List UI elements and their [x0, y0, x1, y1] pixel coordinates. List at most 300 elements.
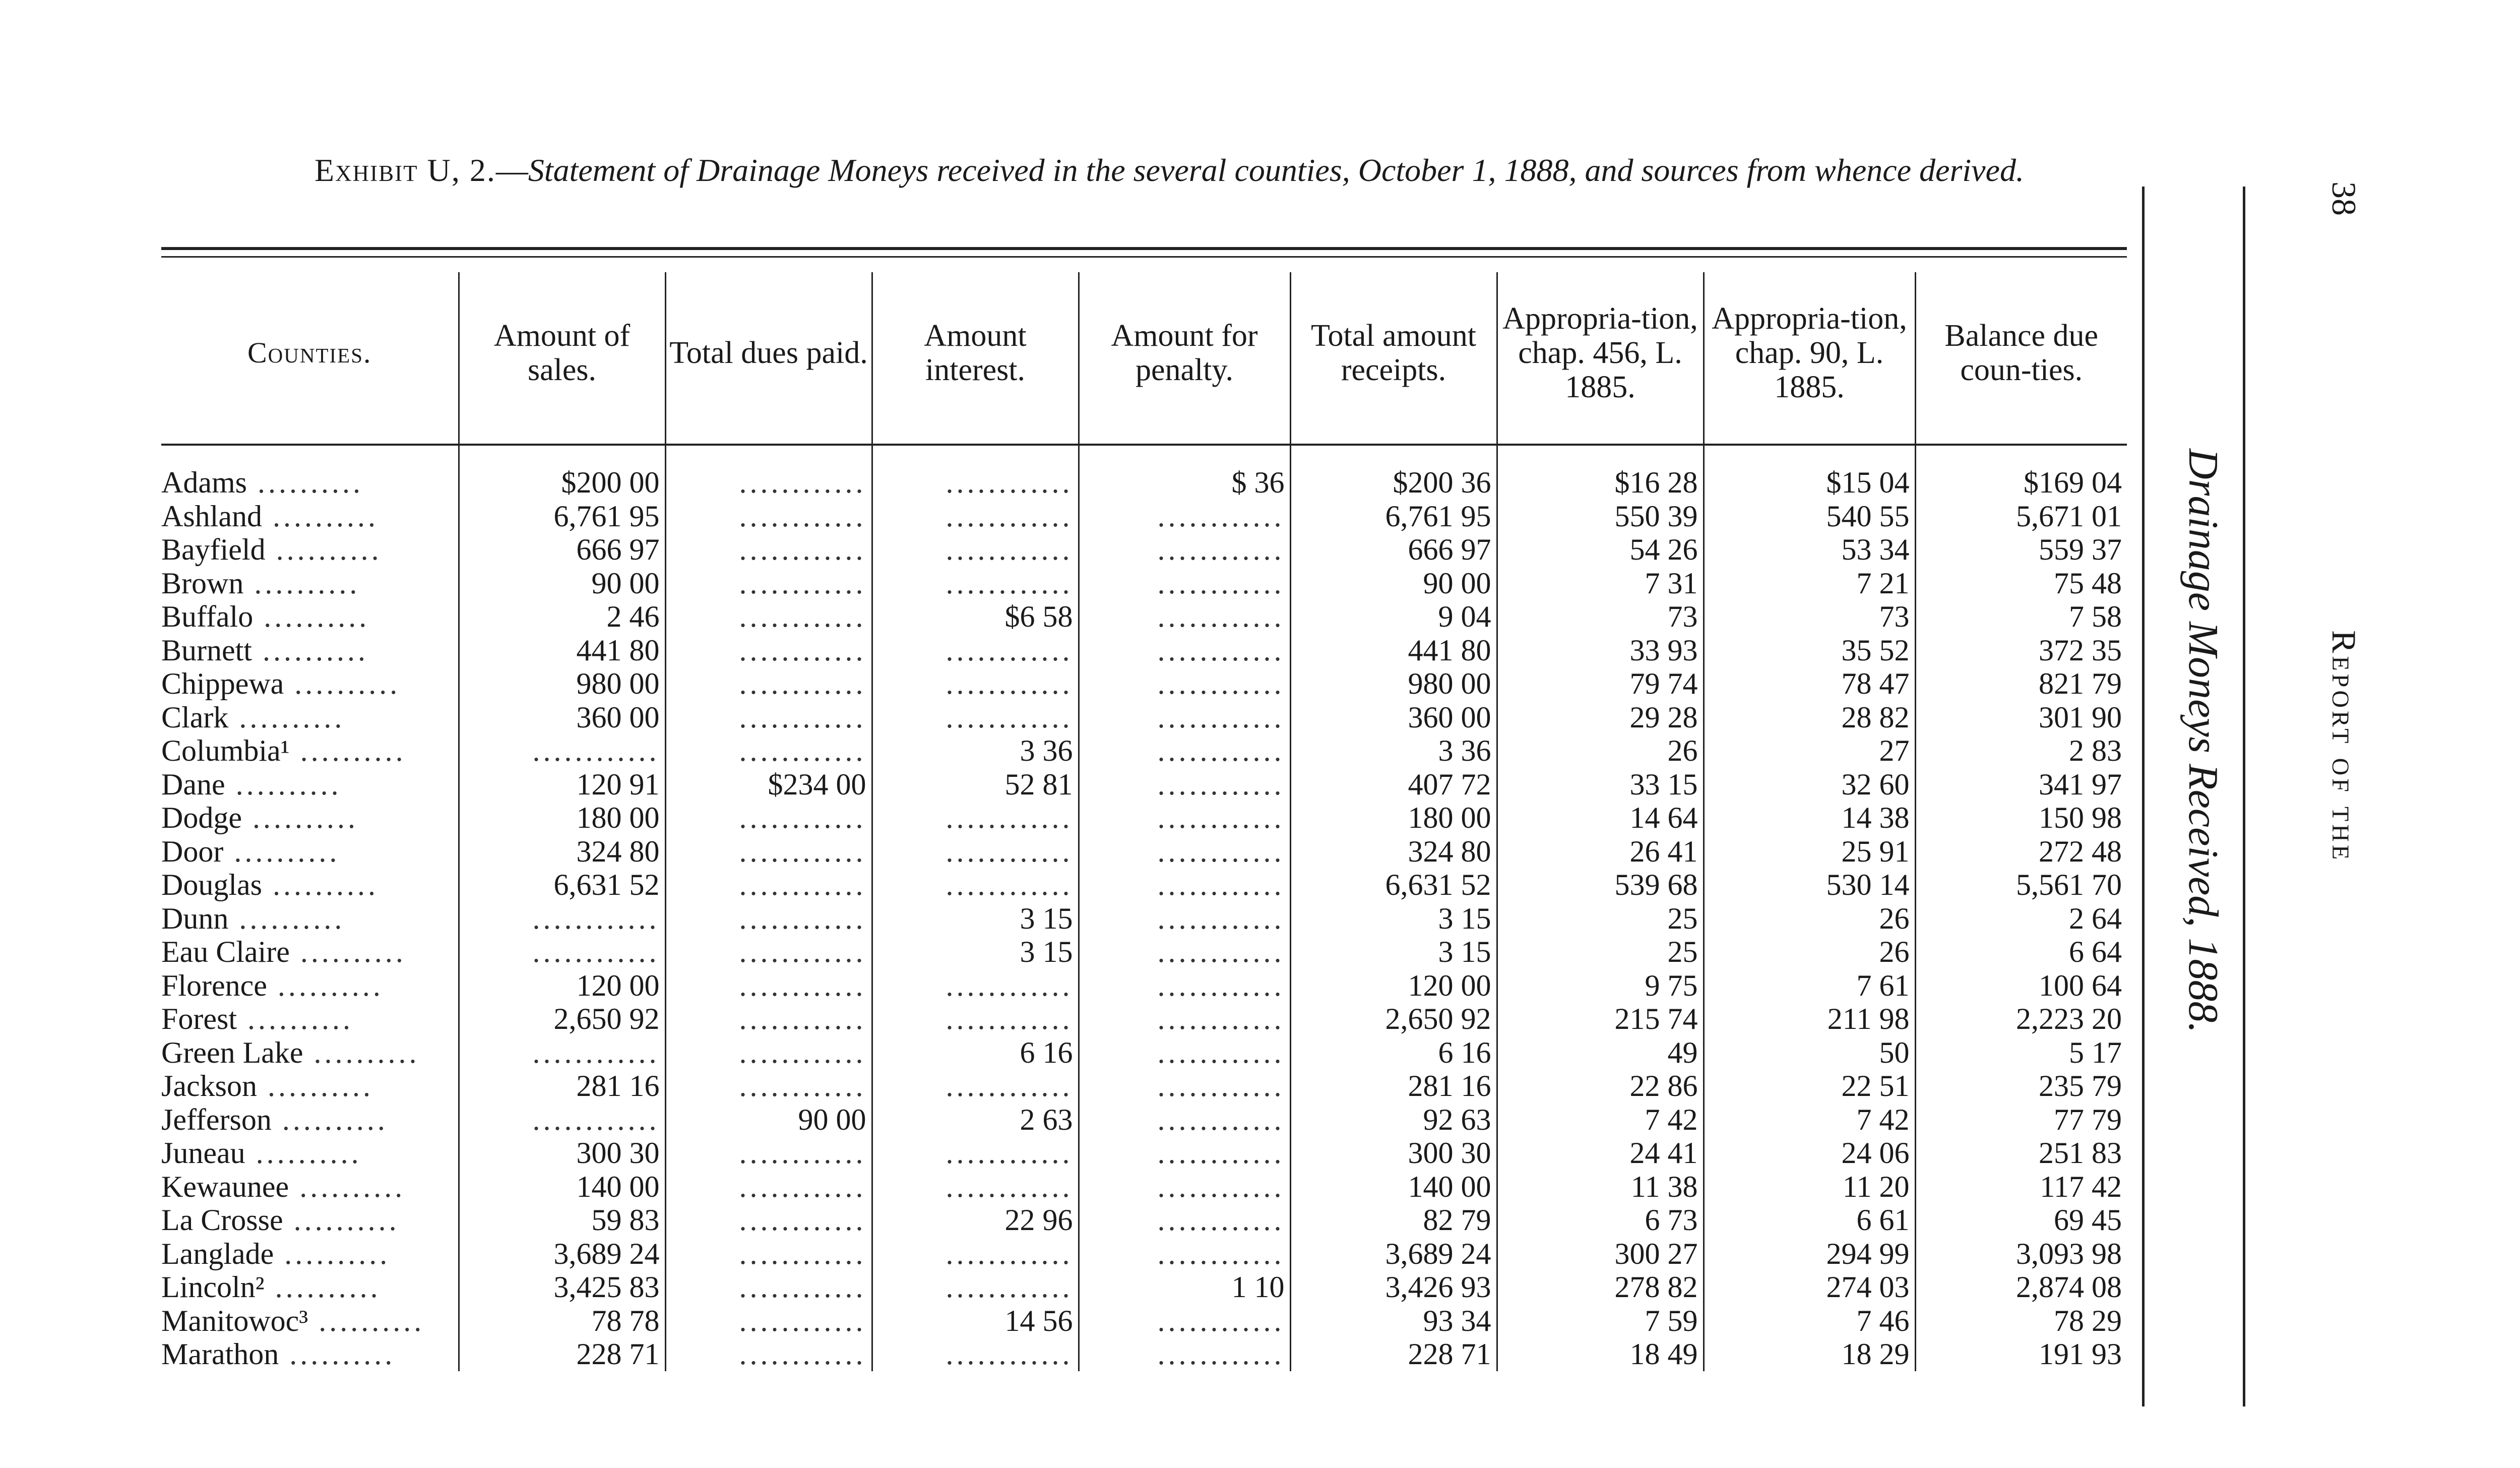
- cell-total-amount-receipts: [1290, 768, 1497, 802]
- cell-balance-due-counties: [1915, 600, 2127, 634]
- cell-value: 2,874 08: [2016, 1270, 2122, 1304]
- cell-amount-for-penalty: [1079, 868, 1290, 902]
- cell-amount-for-penalty: [1079, 1069, 1290, 1103]
- county-name: Dodge: [161, 801, 242, 834]
- leader-dots: ..........: [246, 466, 363, 499]
- county-name: Juneau: [161, 1136, 245, 1170]
- cell-appropriation-456: [1497, 1069, 1704, 1103]
- cell-balance-due-counties: [1915, 667, 2127, 701]
- cell-balance-due-counties: [1915, 634, 2127, 667]
- cell-appropriation-456: [1497, 868, 1704, 902]
- cell-appropriation-90: [1704, 1270, 1915, 1304]
- cell-value: 33 15: [1629, 767, 1698, 801]
- header-appropriation-90: Appropria-tion, chap. 90, L. 1885.: [1704, 272, 1915, 445]
- cell-value: 300 27: [1614, 1237, 1698, 1270]
- table-row: [161, 969, 2127, 1003]
- cell-total-amount-receipts: [1290, 1203, 1497, 1237]
- cell-amount-interest: [872, 801, 1079, 835]
- cell-amount-of-sales: [459, 445, 665, 500]
- cell-county: [161, 969, 459, 1003]
- leader-dots: ............: [1157, 868, 1285, 901]
- exhibit-description: Statement of Drainage Moneys received in the several counties, October 1, 1888, and sources from whence derived.: [528, 152, 2024, 188]
- cell-value: 324 80: [1408, 834, 1491, 868]
- cell-appropriation-90: [1704, 500, 1915, 533]
- cell-total-amount-receipts: [1290, 567, 1497, 600]
- cell-amount-of-sales: [459, 835, 665, 869]
- cell-value: 78 47: [1841, 667, 1910, 700]
- cell-amount-for-penalty: [1079, 1337, 1290, 1371]
- county-name: Green Lake: [161, 1035, 303, 1069]
- cell-amount-of-sales: [459, 1069, 665, 1103]
- cell-total-dues-paid: [665, 1136, 872, 1170]
- leader-dots: ............: [1157, 1237, 1285, 1270]
- cell-amount-for-penalty: [1079, 1136, 1290, 1170]
- cell-amount-for-penalty: [1079, 634, 1290, 667]
- cell-appropriation-456: [1497, 533, 1704, 567]
- cell-amount-interest: [872, 500, 1079, 533]
- cell-appropriation-90: [1704, 768, 1915, 802]
- cell-value: 341 97: [2039, 767, 2122, 801]
- cell-total-amount-receipts: [1290, 500, 1497, 533]
- leader-dots: ..........: [289, 1170, 406, 1203]
- cell-value: 150 98: [2039, 801, 2122, 834]
- table-row: [161, 1337, 2127, 1371]
- cell-value: 9 75: [1645, 968, 1698, 1002]
- cell-total-dues-paid: [665, 1002, 872, 1036]
- leader-dots: ..........: [274, 1237, 391, 1270]
- cell-value: 7 46: [1856, 1304, 1910, 1337]
- cell-total-amount-receipts: [1290, 1270, 1497, 1304]
- cell-value: 120 00: [1408, 968, 1491, 1002]
- cell-total-dues-paid: [665, 701, 872, 735]
- cell-value: 82 79: [1423, 1203, 1491, 1237]
- leader-dots: ............: [946, 801, 1073, 834]
- cell-amount-of-sales: [459, 500, 665, 533]
- cell-appropriation-456: [1497, 801, 1704, 835]
- cell-appropriation-90: [1704, 567, 1915, 600]
- cell-amount-for-penalty: [1079, 500, 1290, 533]
- cell-value: 191 93: [2039, 1337, 2122, 1371]
- cell-appropriation-456: [1497, 1237, 1704, 1271]
- cell-amount-for-penalty: [1079, 835, 1290, 869]
- county-name: Columbia¹: [161, 734, 290, 767]
- leader-dots: ............: [739, 633, 866, 667]
- cell-value: 360 00: [576, 700, 660, 734]
- cell-value: 324 80: [576, 834, 660, 868]
- cell-value: 6,761 95: [553, 499, 660, 533]
- title-dash: —: [495, 152, 528, 188]
- cell-appropriation-456: [1497, 600, 1704, 634]
- leader-dots: ............: [739, 700, 866, 734]
- cell-appropriation-456: [1497, 835, 1704, 869]
- table-row: [161, 1136, 2127, 1170]
- cell-county: [161, 868, 459, 902]
- cell-appropriation-456: [1497, 768, 1704, 802]
- cell-appropriation-456: [1497, 1337, 1704, 1371]
- header-counties: Counties.: [161, 272, 459, 445]
- cell-value: 29 28: [1629, 700, 1698, 734]
- cell-amount-interest: [872, 835, 1079, 869]
- cell-total-amount-receipts: [1290, 1036, 1497, 1070]
- cell-appropriation-90: [1704, 835, 1915, 869]
- county-name: Clark: [161, 700, 229, 734]
- table-row: [161, 801, 2127, 835]
- county-name: Douglas: [161, 868, 262, 901]
- cell-balance-due-counties: [1915, 768, 2127, 802]
- leader-dots: ..........: [279, 1337, 396, 1371]
- cell-amount-of-sales: [459, 600, 665, 634]
- cell-balance-due-counties: [1915, 969, 2127, 1003]
- leader-dots: ............: [946, 1237, 1073, 1270]
- cell-appropriation-456: [1497, 734, 1704, 768]
- cell-county: [161, 801, 459, 835]
- cell-balance-due-counties: [1915, 902, 2127, 936]
- county-name: Dane: [161, 767, 225, 801]
- leader-dots: ............: [946, 700, 1073, 734]
- cell-amount-of-sales: [459, 969, 665, 1003]
- cell-total-amount-receipts: [1290, 835, 1497, 869]
- cell-total-amount-receipts: [1290, 667, 1497, 701]
- cell-value: 274 03: [1826, 1270, 1910, 1304]
- cell-amount-interest: [872, 600, 1079, 634]
- cell-amount-interest: [872, 1170, 1079, 1204]
- cell-total-dues-paid: [665, 835, 872, 869]
- cell-amount-for-penalty: [1079, 1036, 1290, 1070]
- county-name: Adams: [161, 466, 247, 499]
- cell-value: 92 63: [1423, 1103, 1491, 1136]
- cell-balance-due-counties: [1915, 935, 2127, 969]
- cell-balance-due-counties: [1915, 1337, 2127, 1371]
- leader-dots: ............: [739, 935, 866, 968]
- cell-amount-interest: [872, 969, 1079, 1003]
- cell-appropriation-456: [1497, 1304, 1704, 1338]
- cell-value: 666 97: [1408, 533, 1491, 566]
- leader-dots: ............: [946, 633, 1073, 667]
- cell-county: [161, 1203, 459, 1237]
- top-rule-thin: [161, 256, 2127, 258]
- page-number: 38: [2325, 181, 2363, 216]
- cell-appropriation-90: [1704, 1304, 1915, 1338]
- cell-appropriation-456: [1497, 1203, 1704, 1237]
- cell-value: 7 42: [1856, 1103, 1910, 1136]
- exhibit-title: [212, 151, 2127, 190]
- cell-appropriation-456: [1497, 902, 1704, 936]
- cell-total-dues-paid: [665, 1170, 872, 1204]
- county-name: Langlade: [161, 1237, 274, 1270]
- cell-total-dues-paid: [665, 1069, 872, 1103]
- cell-value: 27: [1879, 734, 1910, 767]
- cell-value: 32 60: [1841, 767, 1910, 801]
- cell-value: 7 21: [1856, 566, 1910, 600]
- cell-county: [161, 500, 459, 533]
- cell-amount-for-penalty: [1079, 1304, 1290, 1338]
- cell-value: $ 36: [1231, 466, 1285, 499]
- header-total-amount-receipts: Total amount receipts.: [1290, 272, 1497, 445]
- cell-county: [161, 667, 459, 701]
- margin-line: [2243, 187, 2245, 1406]
- cell-county: [161, 567, 459, 600]
- cell-appropriation-90: [1704, 600, 1915, 634]
- leader-dots: ............: [739, 667, 866, 700]
- cell-county: [161, 935, 459, 969]
- cell-value: 6 16: [1020, 1035, 1073, 1069]
- cell-total-amount-receipts: [1290, 1237, 1497, 1271]
- report-header: Report of the: [2325, 630, 2363, 863]
- leader-dots: ..........: [245, 1136, 362, 1170]
- cell-value: 294 99: [1826, 1237, 1910, 1270]
- header-amount-of-sales: Amount of sales.: [459, 272, 665, 445]
- cell-value: 6,631 52: [553, 868, 660, 901]
- cell-balance-due-counties: [1915, 1069, 2127, 1103]
- leader-dots: ............: [1157, 667, 1285, 700]
- cell-county: [161, 734, 459, 768]
- cell-value: 3,093 98: [2016, 1237, 2122, 1270]
- cell-value: $200 36: [1393, 466, 1491, 499]
- cell-total-dues-paid: [665, 801, 872, 835]
- table-row: [161, 600, 2127, 634]
- cell-value: 11 20: [1842, 1170, 1910, 1203]
- cell-total-amount-receipts: [1290, 1103, 1497, 1137]
- cell-value: 18 49: [1629, 1337, 1698, 1371]
- cell-total-dues-paid: [665, 935, 872, 969]
- leader-dots: ............: [532, 1035, 660, 1069]
- cell-total-dues-paid: [665, 1304, 872, 1338]
- leader-dots: ............: [532, 935, 660, 968]
- cell-total-dues-paid: [665, 445, 872, 500]
- cell-value: 7 31: [1645, 566, 1698, 600]
- leader-dots: ..........: [228, 901, 345, 935]
- leader-dots: ..........: [265, 533, 382, 566]
- leader-dots: ............: [1157, 1203, 1285, 1237]
- cell-value: 33 93: [1629, 633, 1698, 667]
- leader-dots: ............: [946, 1069, 1073, 1103]
- leader-dots: ..........: [289, 734, 406, 767]
- county-name: Ashland: [161, 499, 262, 533]
- leader-dots: ..........: [289, 935, 406, 968]
- cell-amount-for-penalty: [1079, 1203, 1290, 1237]
- cell-appropriation-456: [1497, 445, 1704, 500]
- cell-value: 6,761 95: [1385, 499, 1491, 533]
- cell-appropriation-456: [1497, 634, 1704, 667]
- leader-dots: ............: [739, 801, 866, 834]
- cell-amount-interest: [872, 902, 1079, 936]
- cell-value: 251 83: [2039, 1136, 2122, 1170]
- cell-total-amount-receipts: [1290, 701, 1497, 735]
- leader-dots: ............: [532, 734, 660, 767]
- right-border-line: [2142, 187, 2145, 1406]
- cell-value: 14 56: [1004, 1304, 1073, 1337]
- cell-appropriation-456: [1497, 500, 1704, 533]
- cell-amount-of-sales: [459, 1304, 665, 1338]
- header-amount-for-penalty: Amount for penalty.: [1079, 272, 1290, 445]
- cell-value: 6 16: [1438, 1035, 1491, 1069]
- table-row: [161, 902, 2127, 936]
- cell-value: 3 15: [1438, 901, 1491, 935]
- leader-dots: ..........: [225, 767, 342, 801]
- cell-total-dues-paid: [665, 500, 872, 533]
- leader-dots: ............: [739, 734, 866, 767]
- cell-value: 228 71: [1408, 1337, 1491, 1371]
- cell-amount-interest: [872, 1036, 1079, 1070]
- county-name: Brown: [161, 566, 244, 600]
- cell-county: [161, 902, 459, 936]
- cell-total-dues-paid: [665, 1036, 872, 1070]
- cell-value: 666 97: [576, 533, 660, 566]
- table-row: [161, 835, 2127, 869]
- cell-value: 211 98: [1827, 1002, 1910, 1035]
- cell-county: [161, 1237, 459, 1271]
- leader-dots: ............: [739, 1203, 866, 1237]
- cell-amount-for-penalty: [1079, 1237, 1290, 1271]
- leader-dots: ............: [739, 1035, 866, 1069]
- cell-value: 2 46: [606, 600, 660, 633]
- leader-dots: ............: [739, 1136, 866, 1170]
- cell-appropriation-90: [1704, 1203, 1915, 1237]
- cell-value: 3,689 24: [553, 1237, 660, 1270]
- cell-amount-for-penalty: [1079, 1002, 1290, 1036]
- cell-amount-of-sales: [459, 1136, 665, 1170]
- cell-value: 140 00: [1408, 1170, 1491, 1203]
- cell-balance-due-counties: [1915, 1103, 2127, 1137]
- county-name: La Crosse: [161, 1203, 283, 1237]
- cell-value: 3,689 24: [1385, 1237, 1491, 1270]
- cell-value: $200 00: [561, 466, 660, 499]
- leader-dots: ..........: [303, 1035, 420, 1069]
- cell-value: 26: [1879, 935, 1910, 968]
- cell-value: 26: [1879, 901, 1910, 935]
- cell-amount-for-penalty: [1079, 701, 1290, 735]
- cell-appropriation-90: [1704, 1036, 1915, 1070]
- table-row: [161, 1237, 2127, 1271]
- leader-dots: ............: [739, 1002, 866, 1035]
- cell-value: 539 68: [1614, 868, 1698, 901]
- cell-value: 73: [1667, 600, 1698, 633]
- cell-value: $15 04: [1826, 466, 1910, 499]
- cell-total-amount-receipts: [1290, 634, 1497, 667]
- cell-balance-due-counties: [1915, 868, 2127, 902]
- cell-amount-interest: [872, 1270, 1079, 1304]
- leader-dots: ..........: [243, 566, 360, 600]
- cell-value: 90 00: [798, 1103, 866, 1136]
- leader-dots: ............: [1157, 767, 1285, 801]
- cell-value: 5 17: [2069, 1035, 2122, 1069]
- cell-value: 59 83: [591, 1203, 660, 1237]
- drainage-moneys-table: [161, 272, 2127, 1371]
- cell-value: 49: [1667, 1035, 1698, 1069]
- cell-value: 6 73: [1645, 1203, 1698, 1237]
- cell-value: 2 63: [1020, 1103, 1073, 1136]
- leader-dots: ............: [1157, 734, 1285, 767]
- cell-total-amount-receipts: [1290, 1002, 1497, 1036]
- cell-value: 3 36: [1020, 734, 1073, 767]
- cell-value: 272 48: [2039, 834, 2122, 868]
- cell-total-amount-receipts: [1290, 801, 1497, 835]
- cell-amount-interest: [872, 935, 1079, 969]
- leader-dots: ............: [1157, 1304, 1285, 1337]
- table-row: [161, 868, 2127, 902]
- cell-appropriation-90: [1704, 935, 1915, 969]
- cell-amount-of-sales: [459, 667, 665, 701]
- cell-county: [161, 701, 459, 735]
- leader-dots: ............: [739, 499, 866, 533]
- county-name: Jackson: [161, 1069, 257, 1103]
- cell-value: 821 79: [2039, 667, 2122, 700]
- cell-amount-for-penalty: [1079, 600, 1290, 634]
- table-row: [161, 1036, 2127, 1070]
- cell-value: 3 36: [1438, 734, 1491, 767]
- cell-value: 18 29: [1841, 1337, 1910, 1371]
- cell-value: 120 91: [576, 767, 660, 801]
- header-total-dues-paid: Total dues paid.: [665, 272, 872, 445]
- table-row: [161, 768, 2127, 802]
- leader-dots: ..........: [262, 499, 379, 533]
- cell-amount-interest: [872, 768, 1079, 802]
- cell-appropriation-456: [1497, 969, 1704, 1003]
- cell-county: [161, 768, 459, 802]
- cell-amount-interest: [872, 445, 1079, 500]
- header-appropriation-456: Appropria-tion, chap. 456, L. 1885.: [1497, 272, 1704, 445]
- cell-value: 14 38: [1841, 801, 1910, 834]
- leader-dots: ............: [532, 1103, 660, 1136]
- cell-value: 50: [1879, 1035, 1910, 1069]
- cell-amount-of-sales: [459, 868, 665, 902]
- county-name: Buffalo: [161, 600, 254, 633]
- cell-balance-due-counties: [1915, 1002, 2127, 1036]
- cell-value: 93 34: [1423, 1304, 1491, 1337]
- cell-amount-for-penalty: [1079, 445, 1290, 500]
- cell-county: [161, 1002, 459, 1036]
- cell-value: 2,223 20: [2016, 1002, 2122, 1035]
- cell-amount-interest: [872, 1337, 1079, 1371]
- cell-value: 180 00: [1408, 801, 1491, 834]
- cell-total-dues-paid: [665, 768, 872, 802]
- table-row: [161, 1002, 2127, 1036]
- cell-balance-due-counties: [1915, 500, 2127, 533]
- leader-dots: ............: [946, 868, 1073, 901]
- cell-balance-due-counties: [1915, 734, 2127, 768]
- drainage-table-container: [161, 242, 2127, 1401]
- cell-value: 117 42: [2040, 1170, 2122, 1203]
- leader-dots: ............: [946, 1270, 1073, 1304]
- county-name: Florence: [161, 968, 267, 1002]
- table-row: [161, 533, 2127, 567]
- cell-value: 25 91: [1841, 834, 1910, 868]
- leader-dots: ............: [1157, 633, 1285, 667]
- cell-value: 300 30: [1408, 1136, 1491, 1170]
- table-row: [161, 567, 2127, 600]
- leader-dots: ............: [1157, 1069, 1285, 1103]
- leader-dots: ..........: [251, 633, 368, 667]
- cell-amount-for-penalty: [1079, 1103, 1290, 1137]
- cell-amount-of-sales: [459, 902, 665, 936]
- county-name: Kewaunee: [161, 1170, 289, 1203]
- cell-appropriation-90: [1704, 801, 1915, 835]
- cell-amount-for-penalty: [1079, 969, 1290, 1003]
- leader-dots: ............: [946, 533, 1073, 566]
- header-amount-interest: Amount interest.: [872, 272, 1079, 445]
- cell-amount-interest: [872, 1304, 1079, 1338]
- cell-value: 5,561 70: [2016, 868, 2122, 901]
- cell-amount-interest: [872, 1002, 1079, 1036]
- cell-total-dues-paid: [665, 1103, 872, 1137]
- leader-dots: ..........: [237, 1002, 353, 1035]
- leader-dots: ............: [946, 1170, 1073, 1203]
- cell-amount-of-sales: [459, 1237, 665, 1271]
- county-name: Jefferson: [161, 1103, 272, 1136]
- county-name: Burnett: [161, 633, 252, 667]
- cell-county: [161, 1069, 459, 1103]
- cell-amount-interest: [872, 1237, 1079, 1271]
